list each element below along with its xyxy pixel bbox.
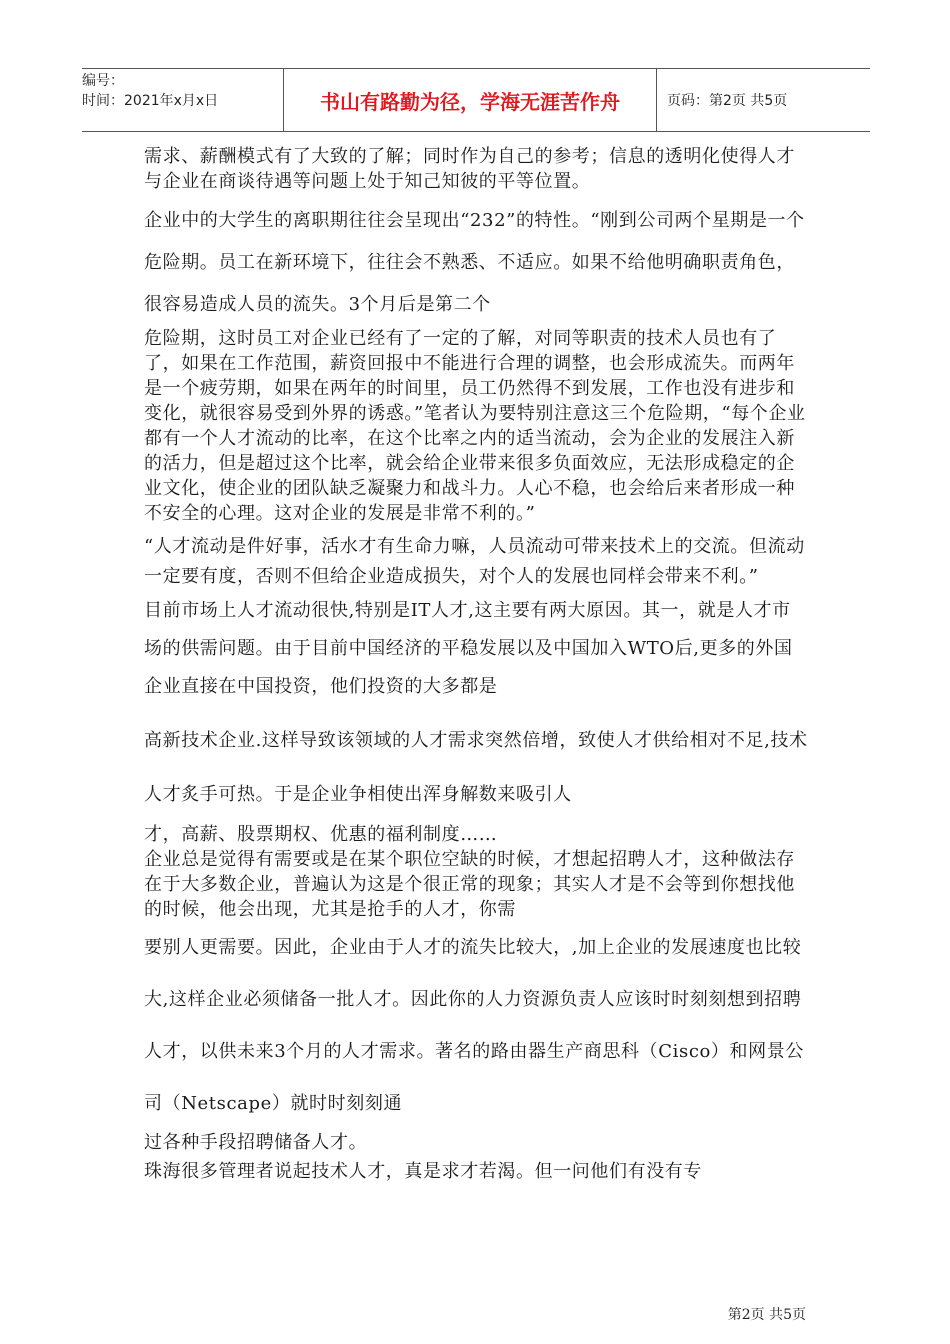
paragraph: 才，高薪、股票期权、优惠的福利制度…… [144,824,498,845]
paragraph: 危险期，这时员工对企业已经有了一定的了解，对同等职责的技术人员也有了了，如果在工作范围，薪资回报中不能进行合理的调整，也会形成流失。而两年是一个疲劳期，如果在两年的时间里，员工仍然得不到发展，工作也没有进步和变化，就很容易受到外界的诱惑。”笔者认为要特别注意这三个危险期，“每个企业都有一个人才流动的比率，在这个比率之内的适当流动，会为企业的发展注入新的活力，但是超过这个比率，就会给企业带来很多负面效应，无法形成稳定的企业文化，使企业的团队缺乏凝聚力和战斗力。人心不稳，也会给后来者形成一种不安全的心理。这对企业的发展是非常不利的。” [144,328,806,524]
document-time-label: 时间：2021年x月x日 [82,93,219,109]
header-page-label: 页码：第2页 共5页 [667,93,788,109]
document-body [144,144,809,1188]
page-header [82,68,870,132]
header-meta [82,69,283,131]
paragraph: 需求、薪酬模式有了大致的了解；同时作为自己的参考；信息的透明化使得人才与企业在商谈待遇等问题上处于知己知彼的平等位置。 [144,146,795,192]
paragraph: 要别人更需要。因此，企业由于人才的流失比较大，,加上企业的发展速度也比较大,这样企业必须储备一批人才。因此你的人力资源负责人应该时时刻刻想到招聘人才，以供未来3个月的人才需求。著名的路由器生产商思科（Cisco）和网景公司（Netscape）就时时刻刻通 [144,937,804,1114]
document-number-label: 编号： [82,73,124,89]
paragraph: 目前市场上人才流动很快,特别是IT人才,这主要有两大原因。其一，就是人才市场的供需问题。由于目前中国经济的平稳发展以及中国加入WTO后,更多的外国企业直接在中国投资，他们投资的大多都是 [144,600,793,697]
paragraph: 珠海很多管理者说起技术人才，真是求才若渴。但一问他们有没有专 [144,1161,702,1182]
page-footer: 第2页 共5页 [727,1307,806,1323]
paragraph: 企业总是觉得有需要或是在某个职位空缺的时候，才想起招聘人才，这种做法存在于大多数企业，普遍认为这是个很正常的现象；其实人才是不会等到你想找他的时候，他会出现，尤其是抢手的人才，你需 [144,849,795,920]
paragraph: 高新技术企业.这样导致该领域的人才需求突然倍增，致使人才供给相对不足,技术人才炙手可热。于是企业争相使出浑身解数来吸引人 [144,730,808,805]
paragraph: 企业中的大学生的离职期往往会呈现出“232”的特性。“刚到公司两个星期是一个危险期。员工在新环境下，往往会不熟悉、不适应。如果不给他明确职责角色，很容易造成人员的流失。3个月后是第二个 [144,210,805,315]
paragraph: 过各种手段招聘储备人才。 [144,1132,368,1153]
paragraph: “人才流动是件好事，活水才有生命力嘛，人员流动可带来技术上的交流。但流动一定要有度，否则不但给企业造成损失，对个人的发展也同样会带来不利。” [144,536,805,587]
header-motto: 书山有路勤为径，学海无涯苦作舟 [283,69,657,131]
